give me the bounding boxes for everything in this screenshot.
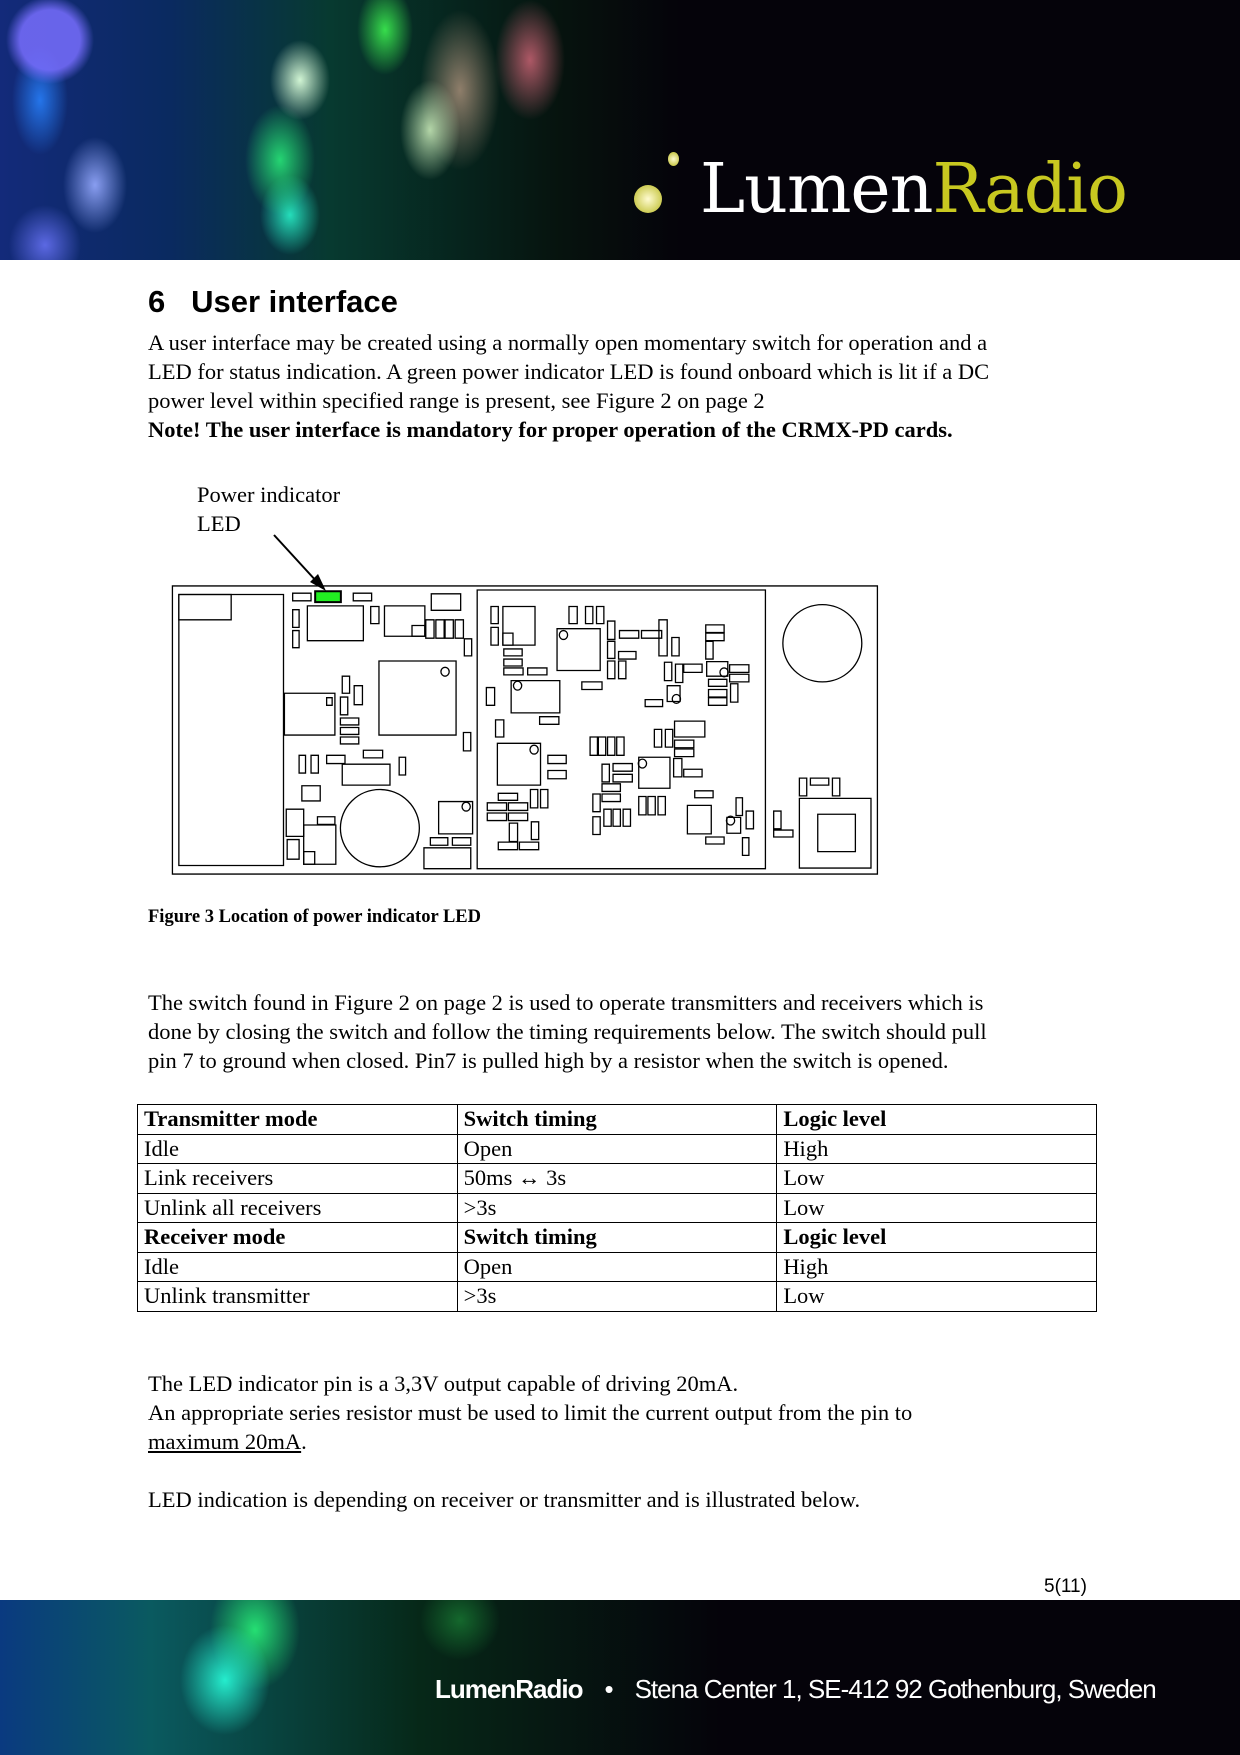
pcb-component <box>613 764 632 772</box>
pcb-component <box>667 686 680 702</box>
logo-part2: Radio <box>932 150 1127 229</box>
table-row <box>138 1282 1097 1312</box>
pcb-component <box>695 791 713 798</box>
pin1-marker <box>513 681 521 690</box>
pcb-component <box>353 593 371 601</box>
pcb-component <box>736 798 742 816</box>
pcb-component <box>498 793 517 800</box>
pcb-component <box>590 737 597 755</box>
header-banner <box>0 0 1240 260</box>
pcb-component <box>709 689 727 697</box>
pcb-component <box>284 693 334 735</box>
pcb-component <box>810 778 828 785</box>
pcb-component <box>439 802 473 834</box>
table-cell: Logic level <box>777 1105 1097 1135</box>
pcb-component <box>503 607 535 646</box>
table-row <box>138 1193 1097 1223</box>
pcb-component <box>604 809 611 826</box>
table-cell: High <box>777 1252 1097 1282</box>
pcb-component <box>509 823 517 841</box>
pcb-component <box>774 830 793 837</box>
table-cell: Low <box>777 1164 1097 1194</box>
pcb-component <box>619 631 638 639</box>
pcb-component <box>675 721 705 737</box>
table-cell: High <box>777 1134 1097 1164</box>
pcb-component <box>799 778 806 796</box>
pcb-component <box>617 737 624 755</box>
pcb-component <box>491 607 498 624</box>
led-line: The LED indicator pin is a 3,3V output capable of driving 20mA. <box>148 1371 739 1396</box>
pcb-layout-diagram <box>166 578 882 882</box>
pcb-component <box>799 798 871 868</box>
table-cell: Idle <box>138 1134 458 1164</box>
table-cell: Receiver mode <box>138 1223 458 1253</box>
pcb-component <box>818 814 856 851</box>
logo-dot-small-icon <box>668 152 679 166</box>
led-line: An appropriate series resistor must be used to limit the current output from the pin to <box>148 1400 913 1425</box>
pcb-component <box>746 811 753 829</box>
pcb-component <box>706 633 724 641</box>
pcb-component <box>674 759 682 777</box>
pin1-marker <box>462 802 470 811</box>
pcb-component <box>491 627 498 645</box>
pcb-component <box>508 813 527 821</box>
switch-line: The switch found in Figure 2 on page 2 is used to operate transmitters and receivers which is <box>148 990 984 1015</box>
pcb-round-component <box>783 605 862 682</box>
pcb-component <box>619 651 636 659</box>
pcb-component <box>664 662 671 680</box>
pcb-component <box>613 809 620 826</box>
table-cell: >3s <box>457 1193 777 1223</box>
pcb-component <box>455 620 463 638</box>
pcb-component <box>487 813 506 821</box>
pcb-component <box>528 668 547 675</box>
footer-bullet: • <box>604 1674 613 1704</box>
table-row <box>138 1164 1097 1194</box>
pcb-component <box>706 641 713 659</box>
pcb-component <box>519 842 538 850</box>
table-row <box>138 1252 1097 1282</box>
table-cell: Link receivers <box>138 1164 458 1194</box>
table-cell: Open <box>457 1134 777 1164</box>
pcb-component <box>436 620 444 638</box>
table-cell: Switch timing <box>457 1223 777 1253</box>
pcb-component <box>508 803 527 811</box>
pcb-component <box>582 682 602 690</box>
figure-caption: Figure 3 Location of power indicator LED <box>148 907 481 927</box>
pcb-component <box>293 593 311 601</box>
pcb-component <box>531 822 538 840</box>
pcb-component <box>452 838 470 846</box>
pcb-component <box>672 638 679 656</box>
pcb-component <box>593 817 600 835</box>
pcb-component <box>426 620 434 638</box>
pin1-marker <box>530 745 538 754</box>
pcb-component <box>548 771 566 779</box>
pcb-component <box>304 852 315 865</box>
pcb-component <box>586 607 593 624</box>
pcb-component <box>172 586 877 874</box>
pin1-marker <box>559 631 567 640</box>
pcb-component <box>504 649 522 656</box>
pcb-component <box>774 811 781 829</box>
pcb-component <box>299 755 305 773</box>
pcb-component <box>179 594 231 619</box>
label-line: LED <box>197 511 241 536</box>
pcb-component <box>593 794 600 812</box>
pcb-component <box>602 784 620 792</box>
pcb-component <box>340 727 358 734</box>
pcb-component <box>707 662 728 677</box>
pcb-component <box>340 737 358 744</box>
pcb-component <box>503 633 513 645</box>
pcb-component <box>602 764 609 782</box>
pcb-component <box>486 688 494 706</box>
led-line: LED indication is depending on receiver or transmitter and is illustrated below. <box>148 1487 861 1512</box>
pcb-component <box>504 659 522 666</box>
logo-part1: Lumen <box>700 150 933 229</box>
pcb-component <box>608 661 615 679</box>
table-cell: Unlink all receivers <box>138 1193 458 1223</box>
switch-timing-table <box>137 1104 1097 1312</box>
pcb-component <box>511 681 560 713</box>
switch-paragraph <box>148 988 987 1075</box>
pcb-component <box>340 718 358 725</box>
lumenradio-logo <box>700 150 1127 229</box>
pcb-component <box>608 641 615 658</box>
footer-address: Stena Center 1, SE-412 92 Gothenburg, Sweden <box>634 1674 1156 1704</box>
pcb-component <box>597 607 604 624</box>
pcb-component <box>371 607 379 624</box>
pcb-component <box>557 629 600 671</box>
table-row <box>138 1134 1097 1164</box>
pcb-component <box>658 797 665 815</box>
pcb-component <box>623 809 630 826</box>
pcb-component <box>384 606 424 636</box>
footer-banner <box>0 1600 1240 1755</box>
pin1-marker <box>638 759 646 768</box>
switch-line: done by closing the switch and follow the timing requirements below. The switch should pull <box>148 1019 987 1044</box>
pcb-component <box>684 769 702 777</box>
section-number: 6 <box>148 284 166 319</box>
pcb-component <box>665 729 672 747</box>
power-led <box>315 591 341 602</box>
pcb-component <box>293 631 299 648</box>
table-cell: Switch timing <box>457 1105 777 1135</box>
pcb-component <box>302 786 320 801</box>
pcb-component <box>675 740 694 748</box>
pcb-component <box>730 665 749 673</box>
period: . <box>301 1429 307 1454</box>
pcb-component <box>608 621 615 639</box>
pcb-component <box>598 737 605 755</box>
pcb-component <box>619 661 626 679</box>
pcb-component <box>307 606 363 641</box>
pcb-component <box>639 797 646 815</box>
pcb-component <box>379 661 456 735</box>
pcb-component <box>569 607 577 624</box>
pcb-component <box>709 698 727 706</box>
table-cell: Low <box>777 1193 1097 1223</box>
pcb-component <box>675 749 694 757</box>
pcb-component <box>287 840 299 860</box>
table-cell: Transmitter mode <box>138 1105 458 1135</box>
pin1-marker <box>441 667 449 676</box>
pcb-component <box>464 639 471 656</box>
pcb-component <box>731 684 738 702</box>
pcb-component <box>530 790 537 808</box>
pcb-component <box>730 674 749 682</box>
table-cell: >3s <box>457 1282 777 1312</box>
pcb-component <box>311 755 318 773</box>
pcb-component <box>548 755 566 763</box>
intro-line: power level within specified range is present, see Figure 2 on page 2 <box>148 388 765 413</box>
label-line: Power indicator <box>197 482 341 507</box>
page-number: 5(11) <box>1044 1576 1087 1597</box>
pin1-marker <box>720 668 728 677</box>
pcb-component <box>286 809 303 836</box>
intro-line: A user interface may be created using a normally open momentary switch for operation and a <box>148 330 988 355</box>
pcb-component <box>709 679 727 686</box>
pcb-component <box>497 743 540 785</box>
pcb-component <box>327 755 345 763</box>
pcb-component <box>317 817 334 825</box>
pcb-component <box>540 717 559 725</box>
pcb-component <box>498 842 517 850</box>
pcb-component <box>706 625 724 633</box>
table-cell: Idle <box>138 1252 458 1282</box>
pcb-component <box>504 668 523 675</box>
pcb-component <box>354 686 362 705</box>
led-paragraph <box>148 1369 912 1514</box>
pcb-component <box>687 805 711 834</box>
pcb-component <box>613 774 632 782</box>
pcb-component <box>431 594 460 610</box>
pcb-component <box>412 626 425 637</box>
pcb-component <box>645 700 662 707</box>
pcb-component <box>304 825 336 864</box>
pcb-component <box>463 733 470 751</box>
pcb-component <box>342 764 390 785</box>
pcb-component <box>363 750 382 758</box>
pcb-component <box>639 757 670 788</box>
pcb-component <box>602 794 620 802</box>
pcb-component <box>445 620 453 638</box>
pcb-round-component <box>340 790 419 867</box>
table-cell: 50ms ↔ 3s <box>457 1164 777 1194</box>
mandatory-note: Note! The user interface is mandatory for proper operation of the CRMX-PD cards. <box>148 417 953 442</box>
pcb-component <box>430 838 447 846</box>
pcb-component <box>399 757 405 775</box>
table-cell: Logic level <box>777 1223 1097 1253</box>
pcb-component <box>487 803 506 811</box>
intro-line: LED for status indication. A green power indicator LED is found onboard which is lit if a DC <box>148 359 990 384</box>
table-header-row <box>138 1105 1097 1135</box>
pcb-component <box>179 594 284 865</box>
table-cell: Low <box>777 1282 1097 1312</box>
table-cell: Open <box>457 1252 777 1282</box>
table-header-row <box>138 1223 1097 1253</box>
table-cell: Unlink transmitter <box>138 1282 458 1312</box>
section-heading <box>148 284 398 320</box>
pcb-component <box>496 720 504 737</box>
pcb-component <box>684 664 702 672</box>
pcb-component <box>675 664 682 682</box>
pcb-component <box>654 729 661 747</box>
pcb-component <box>742 838 748 856</box>
max-current-text: maximum 20mA <box>148 1429 302 1454</box>
footer-company: LumenRadio <box>435 1674 583 1704</box>
pcb-component <box>327 698 333 706</box>
pcb-component <box>424 848 471 869</box>
switch-line: pin 7 to ground when closed. Pin7 is pulled high by a resistor when the switch is opened. <box>148 1048 949 1073</box>
pcb-component <box>342 676 349 693</box>
pcb-component <box>293 610 299 628</box>
pcb-component <box>340 697 347 715</box>
intro-paragraph <box>148 328 989 444</box>
pcb-component <box>648 797 655 815</box>
pcb-component <box>608 737 615 755</box>
pcb-component <box>706 837 724 844</box>
pcb-component <box>541 790 548 808</box>
footer-text <box>435 1674 1156 1705</box>
logo-dot-icon <box>634 185 662 213</box>
pcb-component <box>832 778 839 796</box>
section-title: User interface <box>191 284 398 319</box>
